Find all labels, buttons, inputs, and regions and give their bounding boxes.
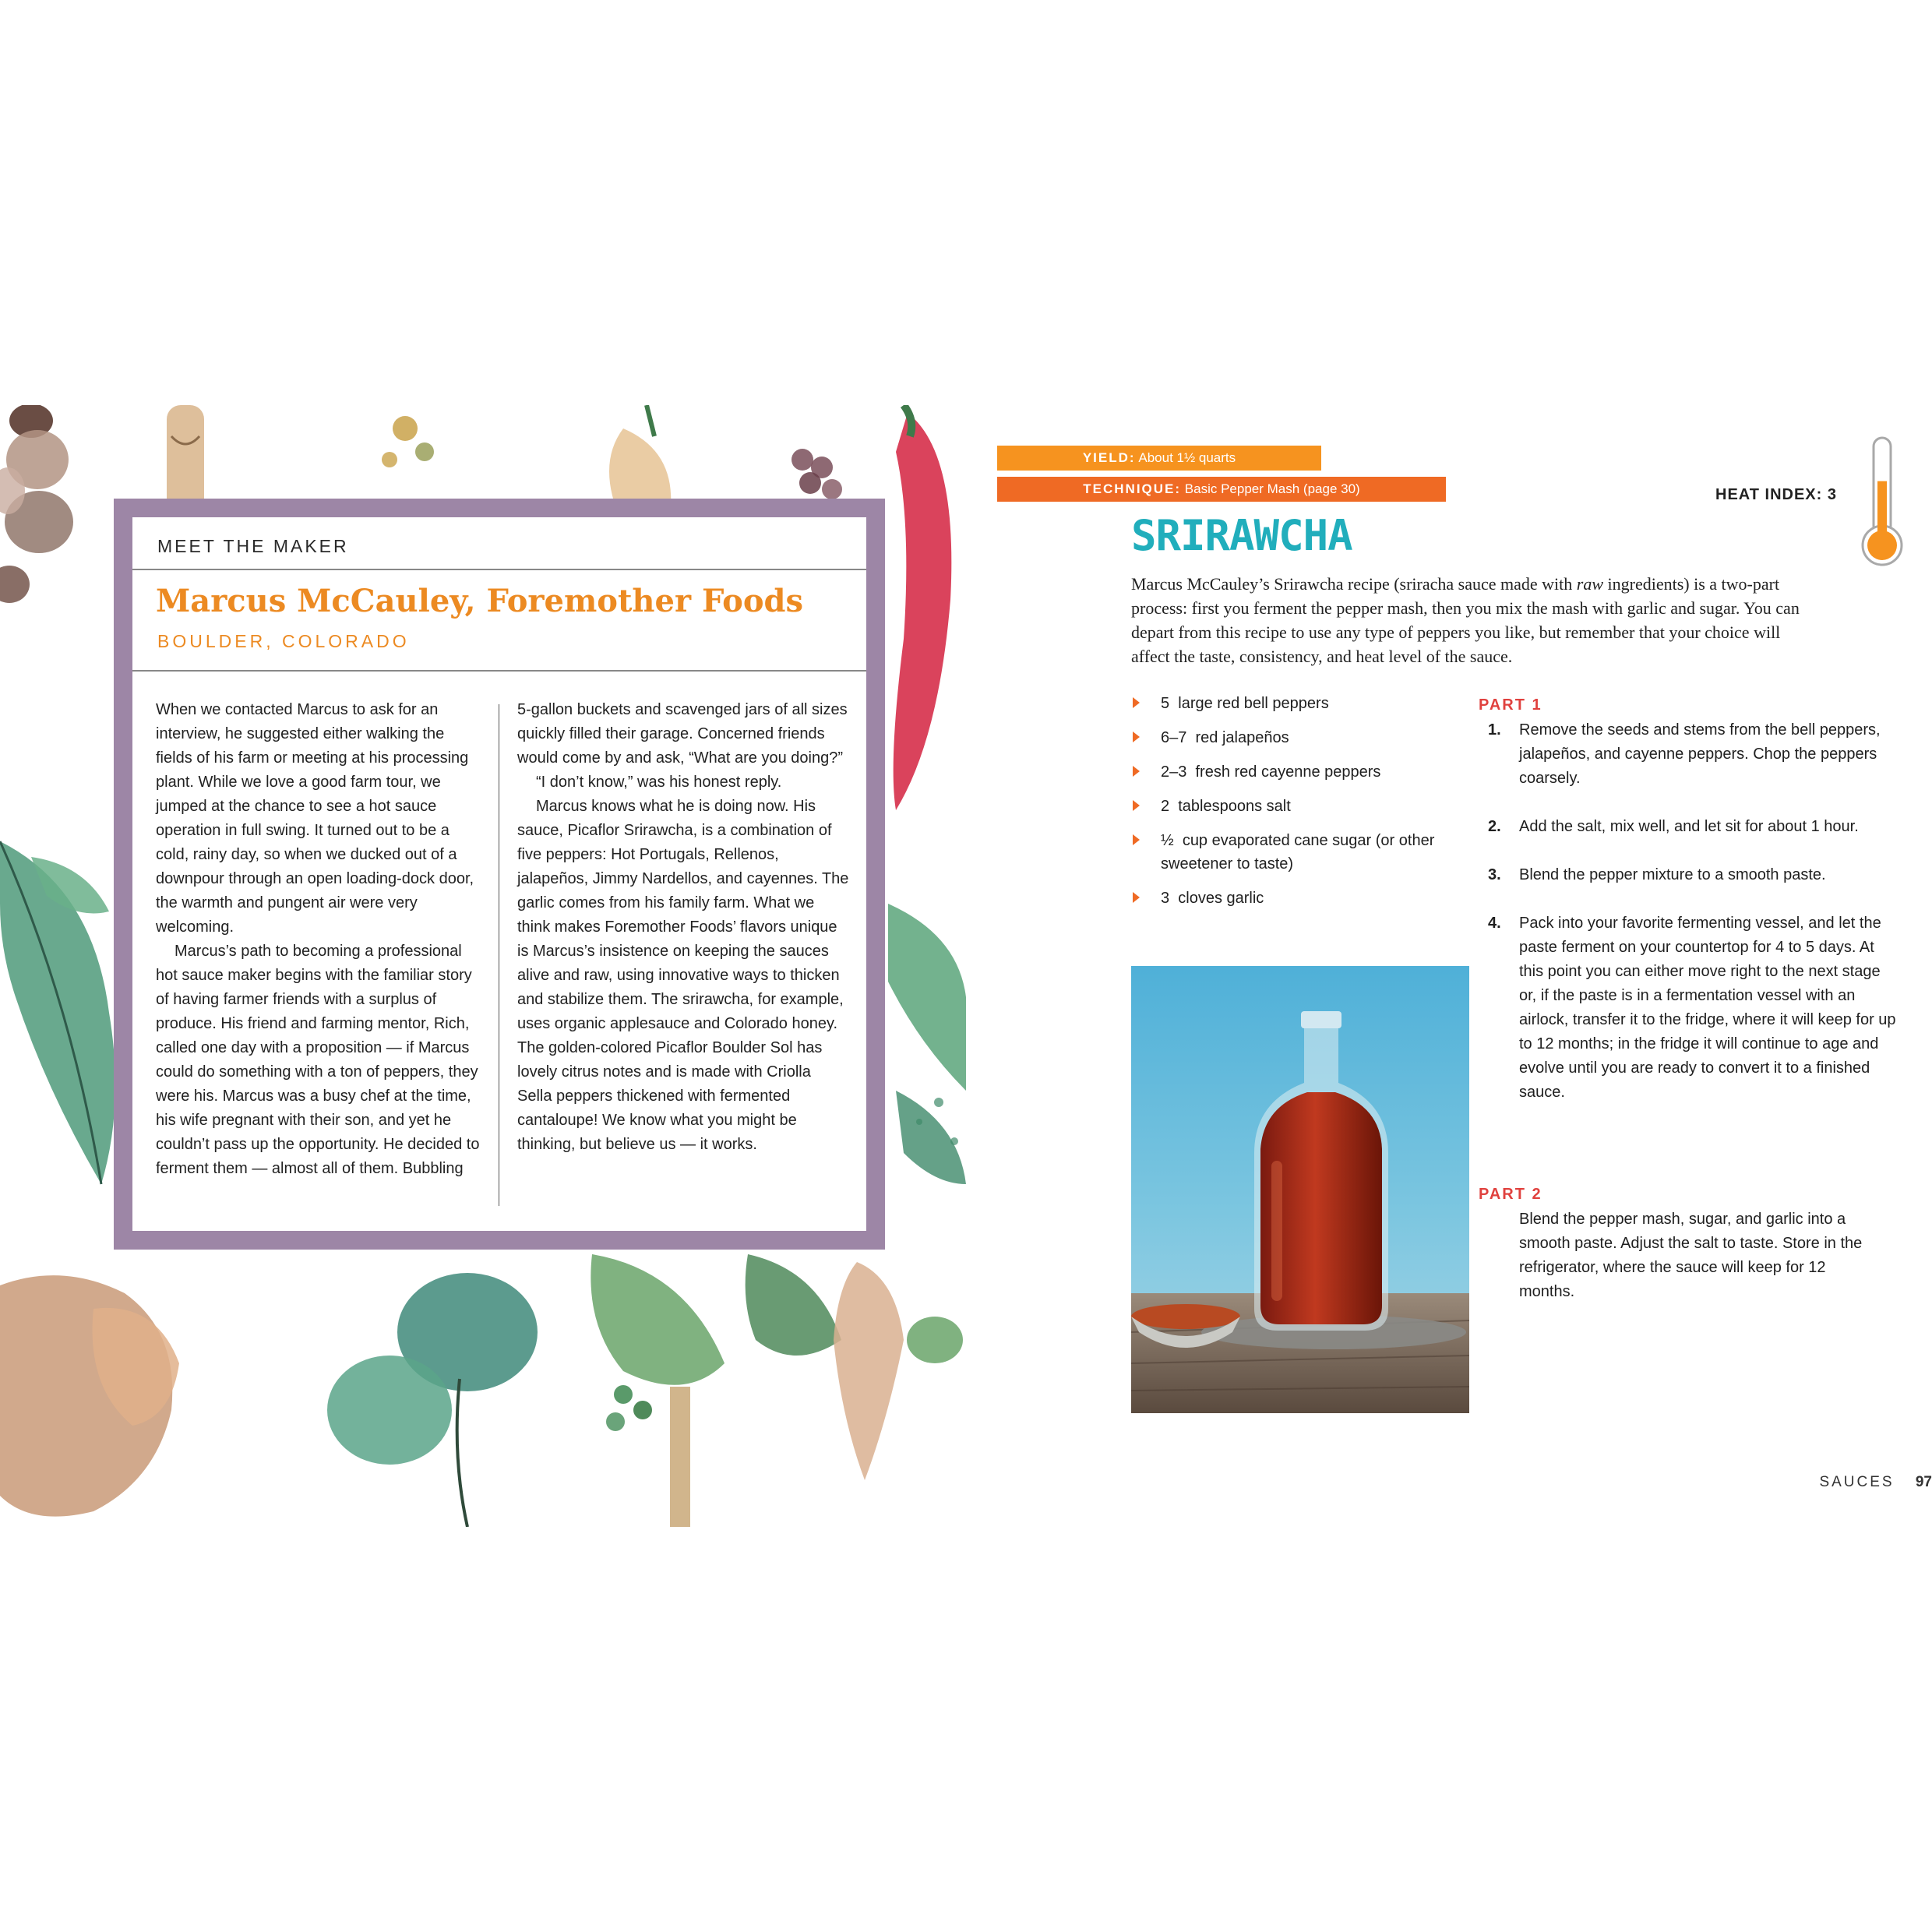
meet-the-maker-box xyxy=(114,499,885,1250)
ingredient-text: cup evaporated cane sugar (or other sweetener to taste) xyxy=(1161,832,1435,873)
maker-paragraph: Marcus’s path to becoming a professional hot sauce maker begins with the familiar story of having farmer friends with a surplus of produce. His friend and farming mentor, Rich, called one day with a proposition — if Marcus could do something with a ton of peppers, they were his. Marcus was a busy chef at the time, his wife pregnant with their son, and yet he couldn’t pass up the opportunity. He decided to ferment them — almost all of them. Bubbling xyxy=(156,943,480,1177)
heat-index xyxy=(1715,486,1837,504)
thermometer-icon xyxy=(1860,436,1904,569)
part-2-text: Blend the pepper mash, sugar, and garlic into a smooth paste. Adjust the salt to taste. Store in the refrigerator, where the sauce will keep for 12 months. xyxy=(1519,1211,1863,1300)
technique-bar xyxy=(997,477,1446,502)
ingredient-qty: 2–3 xyxy=(1161,763,1187,781)
sauce-jar-photo xyxy=(1131,966,1469,1413)
step-item xyxy=(1479,911,1899,1105)
page-footer xyxy=(1819,1474,1932,1491)
technique-value: Basic Pepper Mash (page 30) xyxy=(1184,481,1360,496)
recipe-title: SRIRAWCHA xyxy=(1131,511,1352,560)
maker-location: BOULDER, COLORADO xyxy=(157,631,410,651)
maker-paragraph: “I don’t know,” was his honest reply. xyxy=(536,774,782,791)
ingredient-qty: 2 xyxy=(1161,798,1170,815)
recipe-intro xyxy=(1131,572,1809,668)
step-number: 2. xyxy=(1488,818,1501,835)
triangle-bullet-icon xyxy=(1133,892,1140,903)
right-page xyxy=(966,405,1932,1527)
step-text: Remove the seeds and stems from the bell peppers, jalapeños, and cayenne peppers. Chop the peppers coarsely. xyxy=(1519,721,1881,787)
maker-paragraph: 5-gallon buckets and scavenged jars of all sizes quickly filled their garage. Concerned friends would come by and ask, “What are you doing?” xyxy=(517,701,848,767)
technique-label: TECHNIQUE: xyxy=(1083,481,1182,496)
book-spread xyxy=(0,405,1932,1527)
ingredient-item xyxy=(1131,726,1474,749)
step-item xyxy=(1479,863,1899,887)
step-item xyxy=(1479,815,1899,839)
heat-index-label: HEAT INDEX: xyxy=(1715,486,1823,503)
ingredient-text: fresh red cayenne peppers xyxy=(1195,763,1381,781)
triangle-bullet-icon xyxy=(1133,732,1140,742)
maker-column-2 xyxy=(517,698,849,1157)
yield-bar xyxy=(997,446,1321,471)
ingredient-item xyxy=(1131,829,1474,876)
ingredient-item xyxy=(1131,887,1474,910)
ingredient-item xyxy=(1131,760,1474,784)
part-1-label: PART 1 xyxy=(1479,696,1542,714)
triangle-bullet-icon xyxy=(1133,834,1140,845)
maker-paragraph: When we contacted Marcus to ask for an interview, he suggested either walking the fields of his farm or meeting at his processing plant. While we love a good farm tour, we jumped at the chance to see a hot sauce operation in full swing. It turned out to be a cold, rainy day, so when we ducked out of a downpour through an open loading-dock door, the warmth and pungent air were very welcoming. xyxy=(156,701,474,936)
part-2-label: PART 2 xyxy=(1479,1186,1542,1203)
maker-rule-top xyxy=(132,569,866,570)
intro-text: ingredients) is a two-part process: first you ferment the pepper mash, then you mix the mash with garlic and sugar. You can depart from this recipe to use any type of peppers you like, but remember that your choice will affect the taste, consistency, and heat level of the sauce. xyxy=(1131,574,1800,666)
intro-text: Marcus McCauley’s Srirawcha recipe (sriracha sauce made with xyxy=(1131,574,1577,594)
ingredient-text: large red bell peppers xyxy=(1178,695,1329,712)
step-number: 3. xyxy=(1488,866,1501,883)
ingredient-item xyxy=(1131,692,1474,715)
step-text: Add the salt, mix well, and let sit for about 1 hour. xyxy=(1519,818,1859,835)
ingredient-qty: 6–7 xyxy=(1161,729,1187,746)
triangle-bullet-icon xyxy=(1133,800,1140,811)
yield-value: About 1½ quarts xyxy=(1138,450,1236,465)
footer-section: SAUCES xyxy=(1819,1474,1895,1490)
maker-paragraph: Marcus knows what he is doing now. His sauce, Picaflor Srirawcha, is a combination of five peppers: Hot Portugals, Rellenos, jalapeños, Jimmy Nardellos, and cayennes. The garlic comes from his family farm. What we think makes Foremother Foods’ flavors unique is Marcus’s insistence on keeping the sauces alive and raw, using innovative ways to thicken and stabilize them. The srirawcha, for example, uses organic applesauce and Colorado honey. The golden-colored Picaflor Boulder Sol has lovely citrus notes and is made with Criolla Sella peppers thickened with fermented cantaloupe! We know what you might be thinking, but believe us — it works. xyxy=(517,798,849,1153)
ingredient-qty: 5 xyxy=(1161,695,1170,712)
page-number: 97 xyxy=(1915,1474,1932,1490)
ingredients-list xyxy=(1131,692,1474,921)
triangle-bullet-icon xyxy=(1133,697,1140,708)
maker-name: Marcus McCauley, Foremother Foods xyxy=(156,583,804,619)
yield-label: YIELD: xyxy=(1082,450,1136,465)
step-text: Blend the pepper mixture to a smooth paste. xyxy=(1519,866,1826,883)
maker-column-1 xyxy=(156,698,483,1181)
intro-emphasis: raw xyxy=(1576,574,1604,594)
step-text: Pack into your favorite fermenting vessel, and let the paste ferment on your countertop for 4 to 5 days. At this point you can either move right to the next stage or, if the paste is in a fermentation vessel with an airlock, transfer it to the fridge, where it will keep for up to 12 months; in the fridge it will continue to age and evolve until you are ready to convert it to a finished sauce. xyxy=(1519,915,1896,1101)
part-1-steps xyxy=(1479,718,1899,1129)
ingredient-text: cloves garlic xyxy=(1178,890,1264,907)
step-item xyxy=(1479,718,1899,791)
meet-the-maker-panel xyxy=(132,517,866,1231)
triangle-bullet-icon xyxy=(1133,766,1140,777)
ingredient-qty: ½ xyxy=(1161,832,1174,849)
ingredient-item xyxy=(1131,795,1474,818)
maker-header xyxy=(132,517,866,670)
ingredient-text: tablespoons salt xyxy=(1178,798,1291,815)
ingredient-qty: 3 xyxy=(1161,890,1170,907)
heat-index-value: 3 xyxy=(1827,486,1837,503)
maker-kicker: MEET THE MAKER xyxy=(157,536,349,556)
left-page xyxy=(0,405,966,1527)
step-number: 4. xyxy=(1488,915,1501,932)
maker-rule-bottom xyxy=(132,670,866,672)
step-number: 1. xyxy=(1488,721,1501,739)
ingredient-text: red jalapeños xyxy=(1195,729,1289,746)
